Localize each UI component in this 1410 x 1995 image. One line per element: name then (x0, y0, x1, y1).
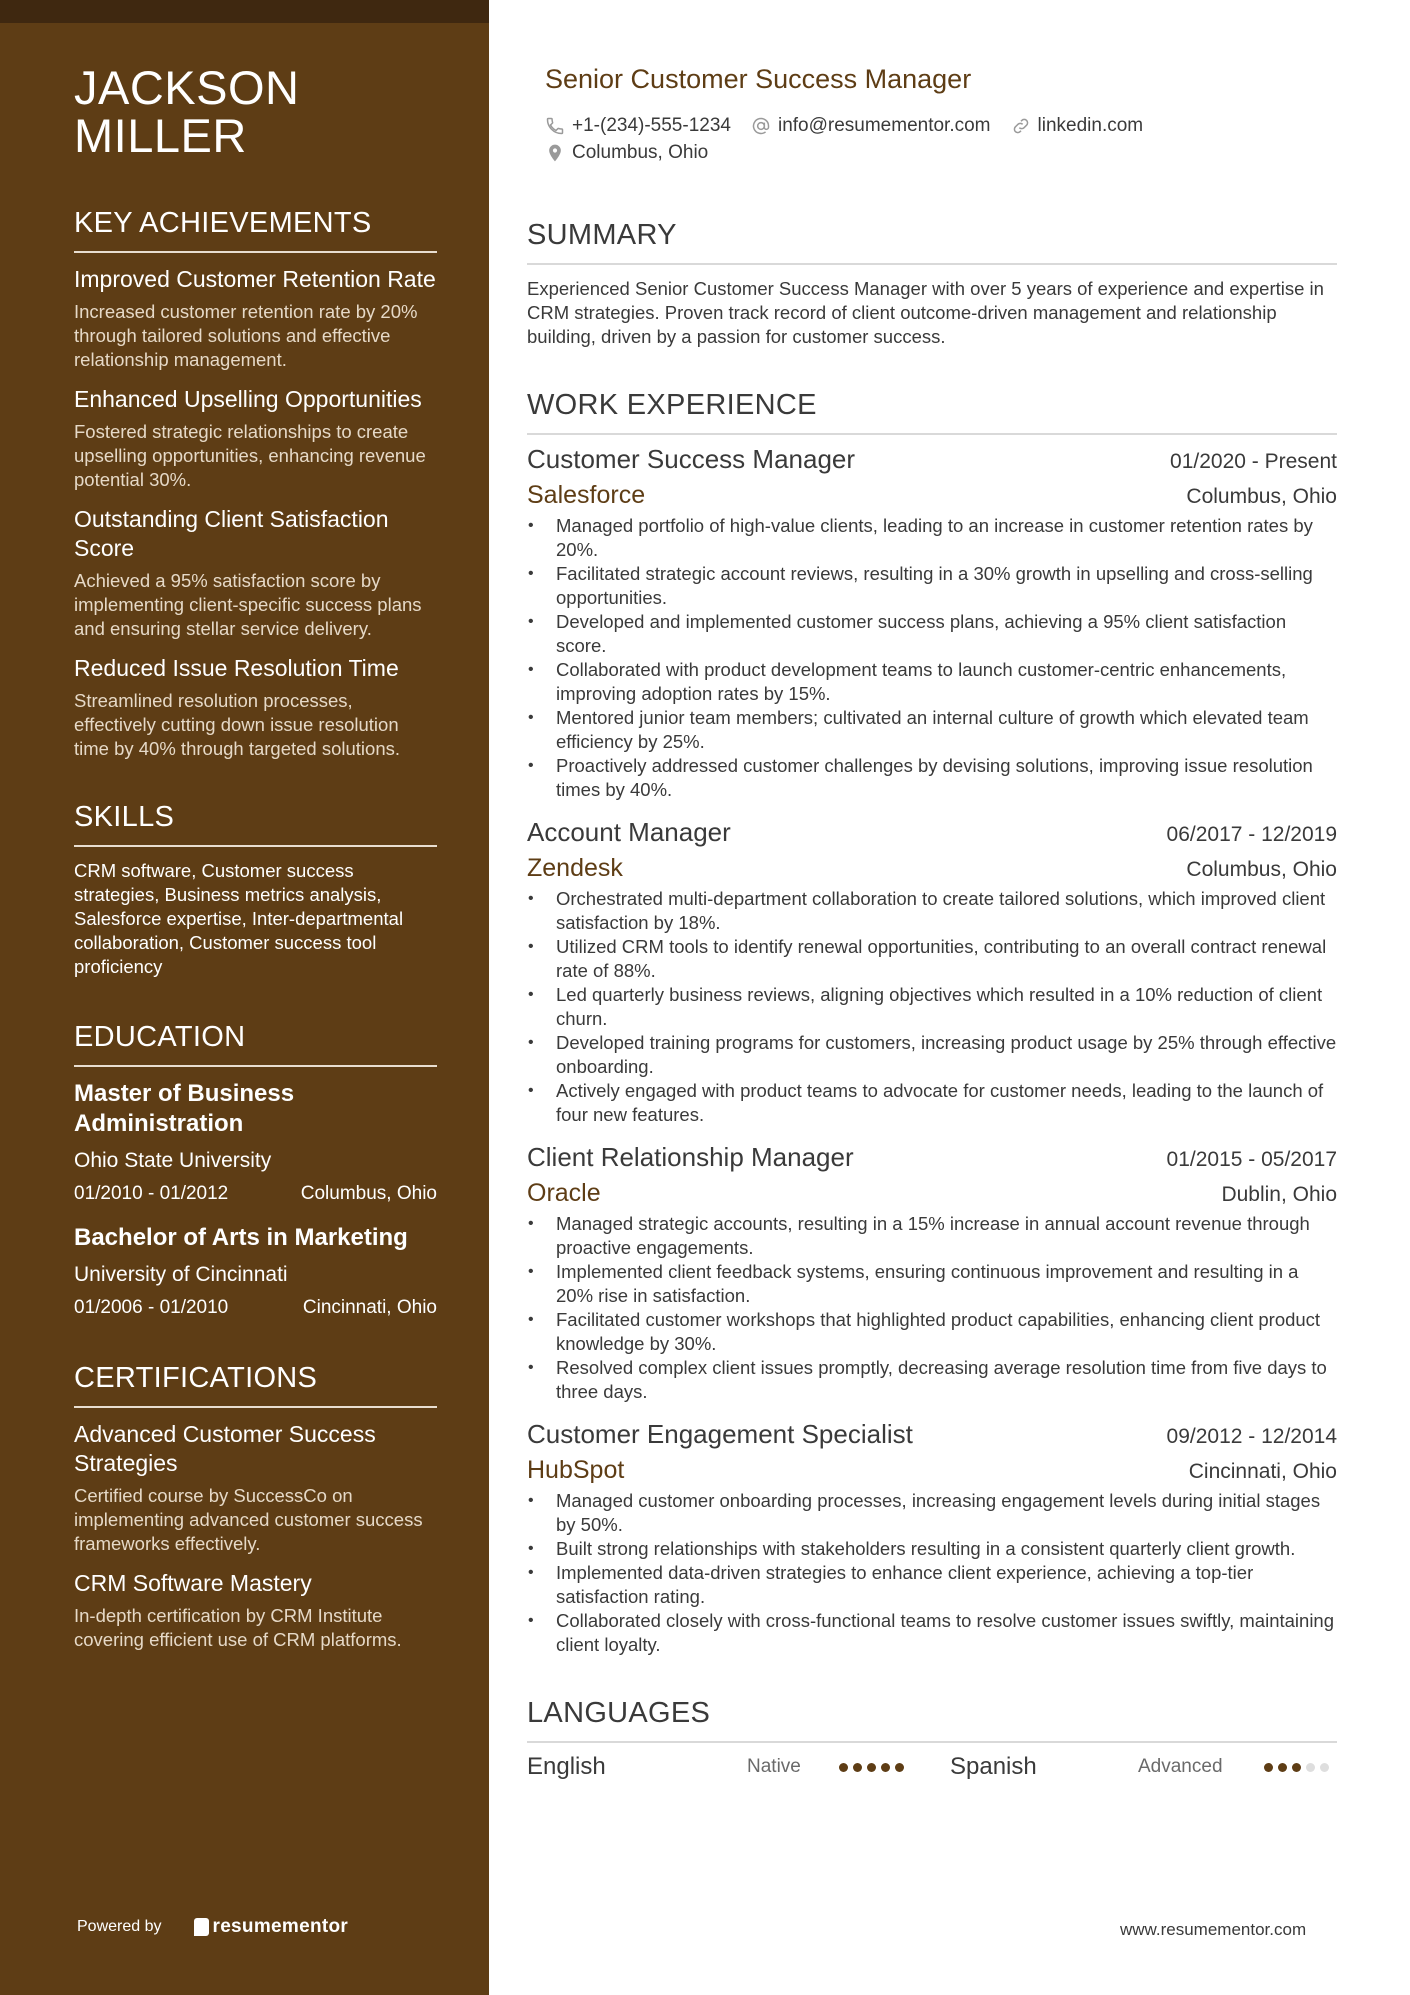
rating-dot-filled (895, 1763, 904, 1772)
education-meta (74, 1182, 437, 1206)
job-entry (527, 1418, 1337, 1657)
job-location: Columbus, Ohio (1186, 858, 1337, 881)
rating-dot-filled (853, 1763, 862, 1772)
candidate-name (74, 61, 437, 162)
contact-info (545, 113, 1305, 167)
achievement-desc: Increased customer retention rate by 20% through tailored solutions and effective relationship management. (74, 301, 418, 370)
education-degree: Master of Business Administration (74, 1080, 295, 1137)
job-company: Salesforce (527, 481, 646, 509)
job-bullet: • Resolved complex client issues promptly, decreasing average resolution time from five days to three days. (527, 1356, 1337, 1404)
achievements-list (74, 265, 437, 761)
name-line-first: JACKSON (74, 61, 300, 114)
contact-location (545, 142, 708, 164)
rating-dot-empty (1320, 1763, 1329, 1772)
achievement-desc: Fostered strategic relationships to create upselling opportunities, enhancing revenue potential 30%. (74, 421, 426, 490)
education-heading: EDUCATION (74, 1019, 437, 1067)
job-location: Dublin, Ohio (1221, 1183, 1337, 1206)
certifications-heading: CERTIFICATIONS (74, 1360, 437, 1408)
location-text: Columbus, Ohio (572, 142, 709, 163)
job-dates: 09/2012 - 12/2014 (1166, 1425, 1337, 1448)
achievement-item (74, 385, 437, 492)
rating-dot-filled (1278, 1763, 1287, 1772)
achievement-title: Outstanding Client Satisfaction Score (74, 506, 389, 561)
language-rating (1264, 1763, 1334, 1772)
job-role: Account Manager (527, 817, 731, 847)
achievements-heading: KEY ACHIEVEMENTS (74, 205, 437, 253)
job-entry (527, 816, 1337, 1127)
job-role: Client Relationship Manager (527, 1142, 854, 1172)
certification-title: CRM Software Mastery (74, 1570, 312, 1596)
education-item (74, 1223, 437, 1320)
phone-text: +1-(234)-555-1234 (572, 115, 731, 136)
job-bullet: • Actively engaged with product teams to advocate for customer needs, leading to the launch of four new features. (527, 1079, 1337, 1127)
education-location: Cincinnati, Ohio (302, 1297, 437, 1318)
job-entry (527, 1141, 1337, 1404)
job-role: Customer Engagement Specialist (527, 1419, 913, 1449)
language-rating (839, 1763, 909, 1772)
job-bullets (527, 1489, 1337, 1657)
pin-icon (545, 143, 565, 163)
certifications-list (74, 1420, 437, 1652)
job-company: Oracle (527, 1179, 601, 1207)
contact-email[interactable] (751, 115, 991, 137)
job-bullet: • Led quarterly business reviews, aligning objectives which resulted in a 10% reduction of client churn. (527, 983, 1337, 1031)
education-item (74, 1079, 437, 1206)
resumementor-logo-icon (194, 1918, 209, 1936)
job-location: Columbus, Ohio (1186, 485, 1337, 508)
job-bullet: • Proactively addressed customer challenges by devising solutions, improving issue resolution times by 40%. (527, 754, 1337, 802)
achievement-item (74, 505, 437, 641)
brand-name[interactable]: resumementor (212, 1916, 349, 1937)
certification-title: Advanced Customer Success Strategies (74, 1421, 376, 1476)
achievement-title: Enhanced Upselling Opportunities (74, 386, 422, 412)
education-meta (74, 1296, 437, 1320)
achievement-desc: Achieved a 95% satisfaction score by implementing client-specific success plans and ensuring stellar service delivery. (74, 570, 422, 639)
headline-title: Senior Customer Success Manager (545, 64, 972, 94)
job-dates: 01/2015 - 05/2017 (1166, 1148, 1337, 1171)
languages-list (527, 1753, 1337, 1781)
education-school: Ohio State University (74, 1149, 272, 1172)
achievement-desc: Streamlined resolution processes, effectively cutting down issue resolution time by 40% through targeted solutions. (74, 690, 400, 759)
job-bullets (527, 1212, 1337, 1404)
certification-item (74, 1420, 437, 1556)
education-dates: 01/2006 - 01/2010 (74, 1297, 229, 1318)
job-bullet: • Developed training programs for customers, increasing product usage by 25% through effective onboarding. (527, 1031, 1337, 1079)
language-level: Native (747, 1756, 801, 1777)
rating-dot-empty (1306, 1763, 1315, 1772)
job-bullet: • Built strong relationships with stakeholders resulting in a consistent quarterly client growth. (527, 1537, 1337, 1561)
job-bullet: • Developed and implemented customer success plans, achieving a 95% client satisfaction score. (527, 610, 1337, 658)
job-bullet: • Managed portfolio of high-value clients, leading to an increase in customer retention rates by 20%. (527, 514, 1337, 562)
certification-desc: In-depth certification by CRM Institute covering efficient use of CRM platforms. (74, 1605, 402, 1650)
job-dates: 06/2017 - 12/2019 (1166, 823, 1337, 846)
education-school: University of Cincinnati (74, 1263, 288, 1286)
job-company: HubSpot (527, 1456, 625, 1484)
education-list (74, 1079, 437, 1320)
job-bullet: • Facilitated customer workshops that highlighted product capabilities, enhancing client product knowledge by 30%. (527, 1308, 1337, 1356)
rating-dot-filled (881, 1763, 890, 1772)
at-icon (751, 116, 771, 136)
job-location: Cincinnati, Ohio (1188, 1460, 1337, 1483)
job-bullet: • Collaborated closely with cross-functional teams to resolve customer issues swiftly, maintaining client loyalty. (527, 1609, 1337, 1657)
linkedin-text: linkedin.com (1037, 115, 1144, 136)
link-icon (1011, 116, 1031, 136)
name-line-last: MILLER (74, 109, 247, 162)
achievement-title: Improved Customer Retention Rate (74, 266, 436, 292)
job-bullet: • Mentored junior team members; cultivated an internal culture of growth which elevated team efficiency by 25%. (527, 706, 1337, 754)
certification-item (74, 1569, 437, 1652)
job-bullet: • Facilitated strategic account reviews, resulting in a 30% growth in upselling and cross-selling opportunities. (527, 562, 1337, 610)
phone-icon (545, 116, 565, 136)
powered-by-label: Powered by (77, 1918, 162, 1935)
language-item (932, 1753, 1337, 1781)
language-name: English (527, 1753, 606, 1780)
sidebar (0, 0, 489, 1995)
certification-desc: Certified course by SuccessCo on implementing advanced customer success frameworks effectively. (74, 1485, 423, 1554)
rating-dot-filled (1292, 1763, 1301, 1772)
job-bullets (527, 514, 1337, 802)
job-bullet: • Managed strategic accounts, resulting in a 15% increase in annual account revenue through proactive engagements. (527, 1212, 1337, 1260)
job-bullet: • Implemented client feedback systems, ensuring continuous improvement and resulting in a 20% rise in satisfaction. (527, 1260, 1337, 1308)
email-text: info@resumementor.com (777, 115, 991, 136)
contact-phone[interactable] (545, 115, 731, 137)
powered-by (77, 1916, 348, 1938)
achievement-item (74, 654, 437, 761)
job-bullet: • Utilized CRM tools to identify renewal opportunities, contributing to an overall contract renewal rate of 88%. (527, 935, 1337, 983)
education-dates: 01/2010 - 01/2012 (74, 1183, 229, 1204)
experience-heading: WORK EXPERIENCE (527, 387, 1337, 435)
language-name: Spanish (950, 1753, 1037, 1780)
summary-text: Experienced Senior Customer Success Manager with over 5 years of experience and expertise in CRM strategies. Proven track record of client outcome-driven management and relationship building, driven by a passion for customer success. (527, 278, 1324, 347)
job-bullet: • Orchestrated multi-department collaboration to create tailored solutions, which improved client satisfaction by 18%. (527, 887, 1337, 935)
skills-heading: SKILLS (74, 799, 437, 847)
job-entry (527, 443, 1337, 802)
job-bullet: • Managed customer onboarding processes, increasing engagement levels during initial stages by 50%. (527, 1489, 1337, 1537)
job-bullets (527, 887, 1337, 1127)
skills-text: CRM software, Customer success strategies, Business metrics analysis, Salesforce expertise, Inter-departmental collaboration, Customer success tool proficiency (74, 860, 404, 977)
rating-dot-filled (867, 1763, 876, 1772)
job-dates: 01/2020 - Present (1170, 450, 1337, 473)
achievement-item (74, 265, 437, 372)
achievement-title: Reduced Issue Resolution Time (74, 655, 399, 681)
contact-linkedin[interactable] (1011, 115, 1144, 137)
rating-dot-filled (839, 1763, 848, 1772)
job-role: Customer Success Manager (527, 444, 856, 474)
language-item (527, 1753, 932, 1781)
sidebar-top-bar (0, 0, 489, 23)
job-bullet: • Collaborated with product development teams to launch customer-centric enhancements, improving adoption rates by 15%. (527, 658, 1337, 706)
languages-heading: LANGUAGES (527, 1695, 1337, 1743)
rating-dot-filled (1264, 1763, 1273, 1772)
summary-heading: SUMMARY (527, 217, 1337, 265)
language-level: Advanced (1138, 1756, 1223, 1777)
education-location: Columbus, Ohio (300, 1183, 437, 1204)
job-bullet: • Implemented data-driven strategies to enhance client experience, achieving a top-tier satisfaction rating. (527, 1561, 1337, 1609)
job-company: Zendesk (527, 854, 623, 882)
footer-website[interactable]: www.resumementor.com (1120, 1920, 1307, 1939)
education-degree: Bachelor of Arts in Marketing (74, 1224, 408, 1251)
